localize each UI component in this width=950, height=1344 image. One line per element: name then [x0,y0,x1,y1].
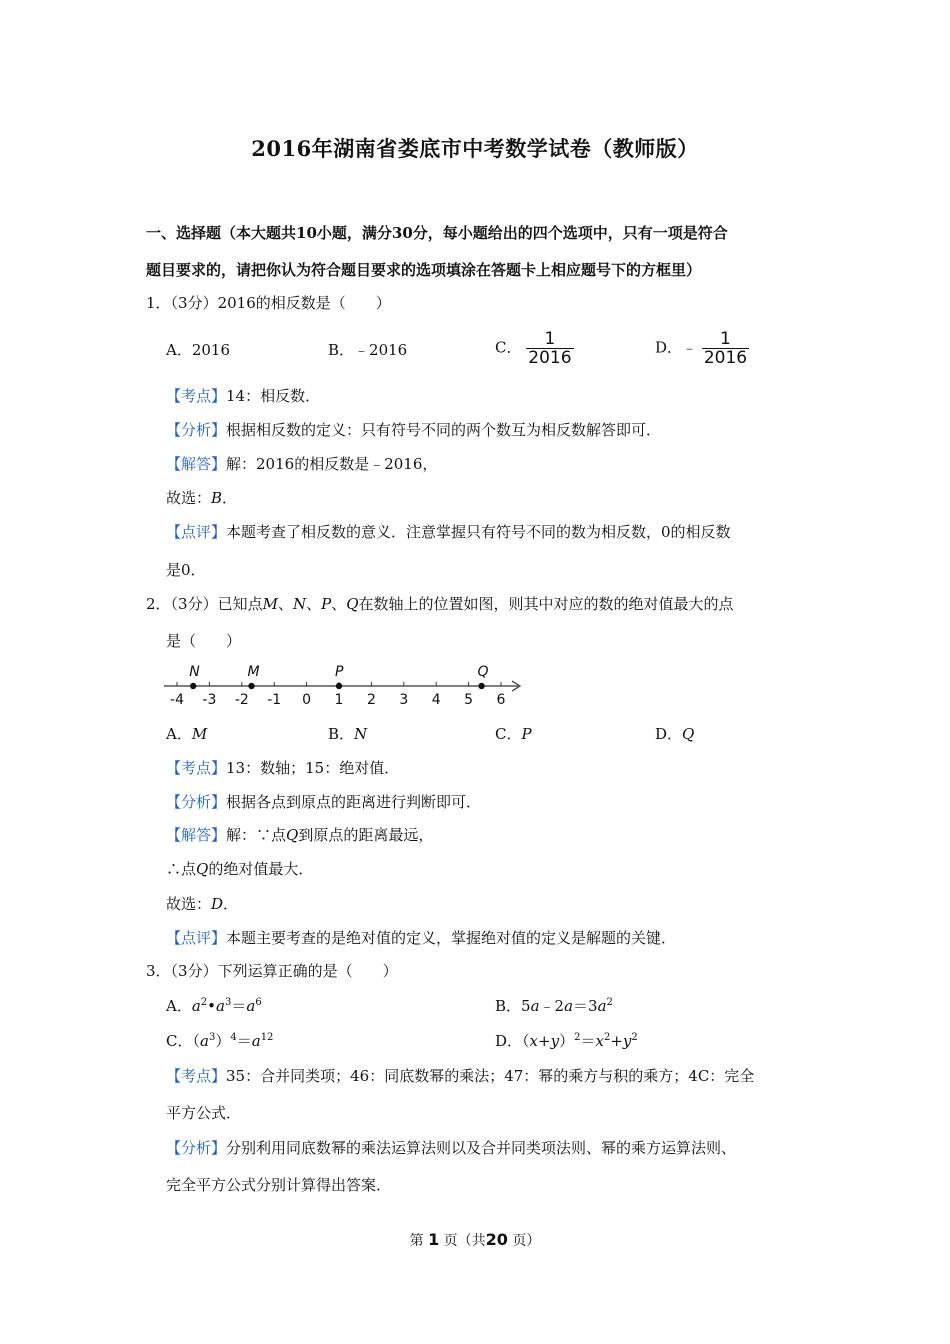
page-footer: 第 1 页（共20 页） [409,1230,541,1249]
tick-label: 2 [366,692,376,708]
tick-label: -1 [267,692,282,708]
tick-label: 4 [431,692,441,708]
q2-dianping: 【点评】本题主要考查的是绝对值的定义，掌握绝对值的定义是解题的关键． [166,929,677,947]
fraction-numerator: 1 [720,329,731,349]
q2-therefore: ∴点Q的绝对值最大． [166,860,314,878]
page-number: 1 [428,1230,440,1249]
q2-option-d: D．Q [655,725,695,743]
point-label-n: N [189,664,200,680]
q1-jieda: 【解答】解：2016的相反数是﹣2016， [166,455,438,473]
fraction-denominator: 2016 [528,348,572,368]
q3-option-b: B．$5a﹣2a=3a^2$ [495,997,613,1015]
tick-label: -3 [202,692,217,708]
number-line-figure [160,658,530,712]
q3-fenxi: 【分析】分别利用同底数幂的乘法运算法则以及合并同类项法则、幂的乘方运算法则、 [166,1139,737,1157]
q3-stem: 3．（3分）下列运算正确的是（ ） [146,962,398,980]
point-m [248,683,254,689]
q1-option-d-fraction [702,330,749,367]
q2-option-a: A．M [166,725,208,743]
tick-label: 0 [302,692,312,708]
q3-option-a: A．$a^2•a^3=a^6$ [166,997,262,1015]
tag-dianping: 【点评】 [166,523,227,541]
q2-answer: 故选：D． [166,895,239,913]
q2-stem: 2．（3分）已知点M、N、P、Q在数轴上的位置如图，则其中对应的数的绝对值最大的点 [146,595,734,613]
page-title: 2016年湖南省娄底市中考数学试卷（教师版） [251,136,699,161]
section-header-line1: 一、选择题（本大题共10小题，满分30分，每小题给出的四个选项中，只有一项是符合 [146,224,728,242]
q1-dianping: 【点评】本题考查了相反数的意义．注意掌握只有符号不同的数为相反数，0的相反数 [166,523,731,541]
q1-option-c-label: C． [495,338,522,357]
q3-kaodian: 【考点】35：合并同类项；46：同底数幂的乘法；47：幂的乘方与积的乘方；4C：完全 [166,1067,755,1085]
q1-option-c-fraction [526,330,573,367]
fraction-numerator: 1 [544,329,556,349]
q1-option-c [495,330,574,367]
tick-label: 5 [464,692,474,708]
point-label-q: Q [477,664,489,680]
q1-answer: 故选：B． [166,489,238,507]
q1-stem: 1．（3分）2016的相反数是（ ） [146,294,391,312]
q1-kaodian: 【考点】14：相反数． [166,387,321,405]
q3-option-d: D．$(x+y)^2=x^2+y^2$ [495,1032,638,1050]
point-label-m: M [247,664,260,680]
q2-stem-line2: 是（ ） [166,632,242,650]
tag-kaodian: 【考点】 [166,387,227,405]
q2-fenxi: 【分析】根据各点到原点的距离进行判断即可． [166,793,482,811]
q1-fenxi: 【分析】根据相反数的定义：只有符号不同的两个数互为相反数解答即可． [166,421,662,439]
point-q [478,683,484,689]
point-n [190,683,196,689]
page-total: 20 [485,1230,508,1249]
tick-label: -2 [234,692,249,708]
q1-option-a: A．2016 [166,341,231,359]
q3-option-c: C．$(a^3)^4=a^{12}$ [166,1032,274,1050]
q1-dianping-line2: 是0． [166,561,206,579]
q1-option-d-label: D．﹣ [655,338,698,357]
q1-option-b: B．﹣2016 [328,341,408,359]
tick-label: -4 [170,692,184,708]
tag-fenxi: 【分析】 [166,421,227,439]
q2-jieda: 【解答】解：∵点Q到原点的距离最远， [166,826,434,844]
tick-label: 6 [496,692,506,708]
section-header-line2: 题目要求的，请把你认为符合题目要求的选项填涂在答题卡上相应题号下的方框里） [146,261,702,279]
q3-fenxi-line2: 完全平方公式分别计算得出答案． [166,1176,392,1194]
q1-option-d [655,330,749,367]
fraction-denominator: 2016 [703,348,748,368]
q2-kaodian: 【考点】13：数轴；15：绝对值． [166,759,400,777]
q3-kaodian-line2: 平方公式． [166,1104,242,1122]
tag-jieda: 【解答】 [166,455,227,473]
q2-option-b: B．N [328,725,368,743]
tick-label: 1 [334,692,344,708]
tick-label: 3 [399,692,409,708]
q2-option-c: C．P [495,725,532,743]
point-p [336,683,342,689]
point-label-p: P [335,664,344,680]
